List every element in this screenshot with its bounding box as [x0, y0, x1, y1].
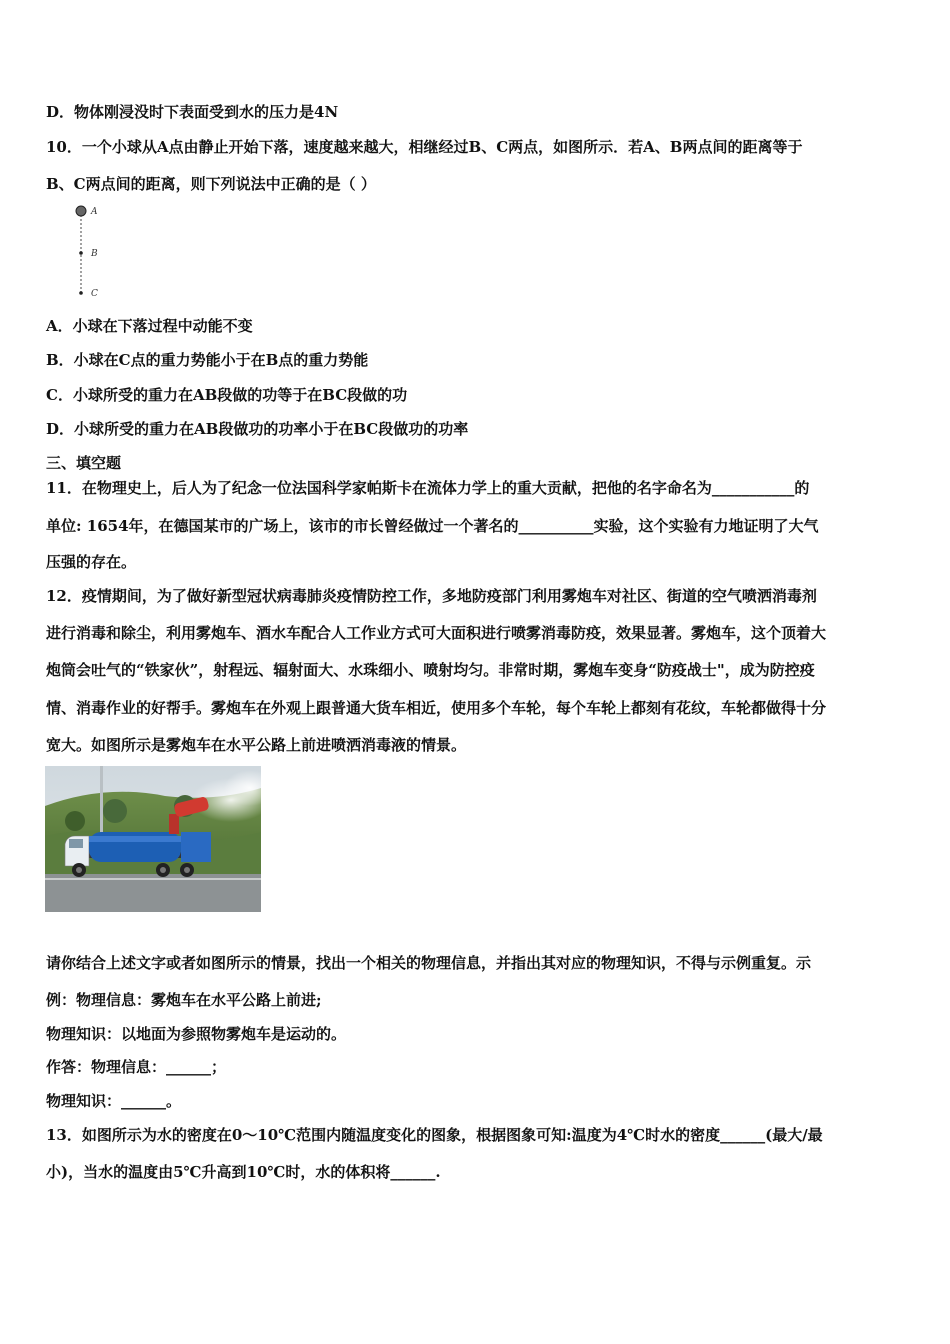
option-a-q10: A．小球在下落过程中动能不变 [46, 317, 253, 335]
question-12-answer-info: 作答：物理信息：______； [46, 1058, 227, 1076]
section-heading-fill-blank: 三、填空题 [46, 454, 122, 472]
question-10-stem: 10．一个小球从A点由静止开始下落，速度越来越大，相继经过B、C两点，如图所示．若A、B两点间的距离等于 [46, 138, 803, 156]
option-d-q10: D．小球所受的重力在AB段做功的功率小于在BC段做功的功率 [46, 420, 469, 438]
question-12-answer-knowledge: 物理知识：______。 [46, 1092, 182, 1110]
question-12-line-2: 进行消毒和除尘，利用雾炮车、酒水车配合人工作业方式可大面积进行喷雾消毒防疫，效果显著。雾炮车，这个顶着大 [46, 624, 827, 642]
label-b: B [91, 249, 98, 259]
question-12-line-3: 炮筒会吐气的“铁家伙”，射程远、辐射面大、水珠细小、喷射均匀。非常时期，雾炮车变身“防疫战士"，成为防控疫 [46, 661, 815, 679]
option-c-q10: C．小球所受的重力在AB段做的功等于在BC段做的功 [46, 386, 408, 404]
question-13-line-1: 13．如图所示为水的密度在0～10℃范围内随温度变化的图象，根据图象可知:温度为4℃时水的密度______(最大/最 [46, 1126, 823, 1144]
falling-ball-figure [70, 203, 120, 301]
question-13-line-2: 小)，当水的温度由5℃升高到10℃时，水的体积将______. [46, 1163, 441, 1181]
question-10-stem-cont: B、C两点间的距离，则下列说法中正确的是（ ） [46, 175, 376, 193]
question-12-example-info: 例：物理信息：雾炮车在水平公路上前进; [46, 991, 322, 1009]
option-d-q9: D．物体刚浸没时下表面受到水的压力是4N [46, 103, 339, 121]
label-c: C [91, 289, 98, 299]
fog-cannon-truck-photo [45, 766, 261, 912]
question-12-line-1: 12．疫情期间，为了做好新型冠状病毒肺炎疫情防控工作，多地防疫部门利用雾炮车对社区、街道的空气喷洒消毒剂 [46, 587, 817, 605]
option-b-q10: B．小球在C点的重力势能小于在B点的重力势能 [46, 351, 369, 369]
question-12-line-4: 情、消毒作业的好帮手。雾炮车在外观上跟普通大货车相近，使用多个车轮，每个车轮上都刻有花纹，车轮都做得十分 [46, 699, 827, 717]
point-b-dot [79, 251, 83, 255]
question-11-line-3: 压强的存在。 [46, 553, 137, 571]
question-11-line-2: 单位: 1654年，在德国某市的广场上，该市的市长曾经做过一个著名的__________实验，这个实验有力地证明了大气 [46, 517, 819, 535]
question-11-line-1: 11．在物理史上，后人为了纪念一位法国科学家帕斯卡在流体力学上的重大贡献，把他的名字命名为___________的 [46, 479, 810, 497]
question-12-example-knowledge: 物理知识：以地面为参照物雾炮车是运动的。 [46, 1025, 347, 1043]
label-a: A [91, 207, 98, 217]
question-12-prompt-1: 请你结合上述文字或者如图所示的情景，找出一个相关的物理信息，并指出其对应的物理知识，不得与示例重复。示 [46, 954, 812, 972]
question-12-line-5: 宽大。如图所示是雾炮车在水平公路上前进喷洒消毒液的情景。 [46, 736, 467, 754]
ball-icon [76, 206, 86, 216]
point-c-dot [79, 291, 83, 295]
